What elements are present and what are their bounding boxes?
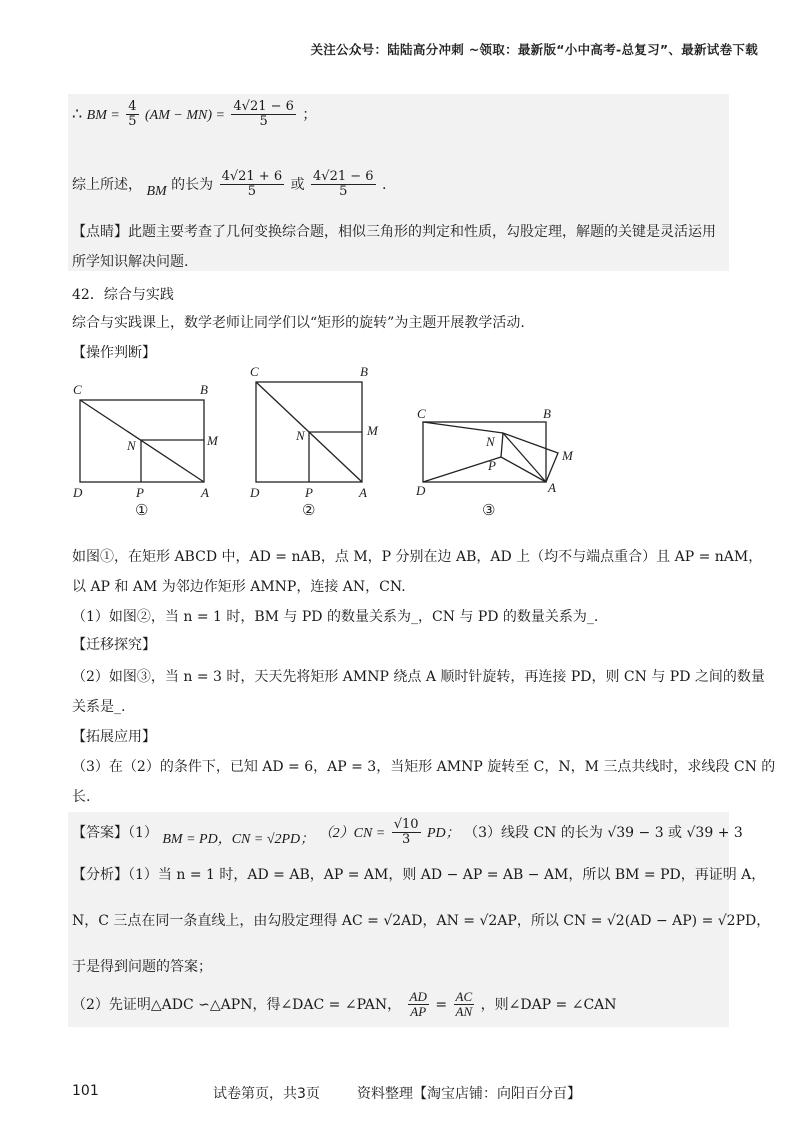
fig1-label: ① — [135, 503, 149, 519]
question-2-line1: （2）如图③，当 n = 3 时，天天先将矩形 AMNP 绕点 A 顺时针旋转，再连接 PD，则 CN 与 PD 之间的数量 — [72, 669, 765, 685]
answer-line: 【答案】（1） BM = PD，CN = √2PD； （2）CN = $\frac{√10}{3}$ PD； （3）线段 CN 的长为 √39 − 3 或 √39 + 3 — [72, 817, 743, 848]
summary-line: 综上所述， BM 的长为 $\frac{4√21 + 6}{5}$ 或 $\frac{4√21 - 6}{5}$ . — [72, 169, 387, 200]
fig3-p: P — [488, 458, 496, 473]
para1-line2: 以 AP 和 AM 为邻边作矩形 AMNP，连接 AN，CN. — [72, 579, 406, 595]
analysis-line-4: （2）先证明△ADC ∽△APN，得∠DAC = ∠PAN， $\frac{AD}{AP}$ = $\frac{AC}{AN}$ ，则∠DAP = ∠CAN — [72, 989, 617, 1020]
question-1: （1）如图②，当 n = 1 时，BM 与 PD 的数量关系为_，CN 与 PD 的数量关系为_. — [72, 609, 599, 625]
fig2-p: P — [305, 485, 313, 500]
fig1-b: B — [200, 382, 208, 397]
fig1-p: P — [136, 485, 144, 500]
fig1-n: N — [127, 438, 136, 453]
figure-3 — [423, 422, 558, 482]
analysis-line-3: 于是得到问题的答案； — [72, 959, 212, 975]
analysis-line-1: 【分析】（1）当 n = 1 时，AD = AB，AP = AM，则 AD − AP = AB − AM，所以 BM = PD，再证明 A， — [72, 867, 766, 883]
footer-source: 资料整理【淘宝店铺：向阳百分百】 — [357, 1086, 581, 1102]
fig2-b: B — [360, 364, 368, 379]
figure-1 — [80, 400, 204, 482]
fig2-label: ② — [302, 503, 316, 519]
fig2-c: C — [250, 364, 259, 379]
fig2-m: M — [367, 423, 378, 438]
fig3-m: M — [562, 448, 573, 463]
fig3-line-cn — [423, 422, 503, 433]
question-2-line2: 关系是_. — [72, 699, 126, 715]
fig1-line-ca — [80, 400, 204, 482]
fig1-d: D — [73, 485, 83, 500]
fig1-a: A — [201, 485, 209, 500]
fig2-n: N — [296, 428, 305, 443]
fig3-a: A — [548, 480, 556, 495]
para1-line1: 如图①，在矩形 ABCD 中，AD = nAB，点 M，P 分别在边 AB，AD 上（均不与端点重合）且 AP = nAM， — [72, 549, 763, 565]
section-extend: 【拓展应用】 — [72, 729, 156, 745]
question-3-line2: 长. — [72, 789, 91, 805]
comment-line-2: 所学知识解决问题. — [72, 254, 189, 270]
fig3-b: B — [543, 406, 551, 421]
figures — [0, 362, 800, 522]
page-header: 关注公众号：陆陆高分冲刺 ~领取：最新版“小中高考-总复习”、最新试卷下载 — [310, 42, 758, 57]
question-3-line1: （3）在（2）的条件下，已知 AD = 6，AP = 3，当矩形 AMNP 旋转至 C，N，M 三点共线时，求线段 CN 的 — [72, 759, 776, 775]
section-operate: 【操作判断】 — [72, 345, 156, 361]
problem-number: 42．综合与实践 — [72, 287, 174, 303]
fig2-d: D — [250, 485, 260, 500]
comment-line-1: 【点睛】此题主要考查了几何变换综合题，相似三角形的判定和性质，勾股定理，解题的关键是灵活运用 — [72, 224, 716, 240]
fig1-m: M — [207, 433, 218, 448]
analysis-line-2: N，C 三点在同一条直线上，由勾股定理得 AC = √2AD，AN = √2AP，所以 CN = √2(AD − AP) = √2PD， — [72, 913, 771, 929]
figure-2 — [256, 382, 362, 482]
fig1-c: C — [73, 382, 82, 397]
fig3-c: C — [417, 406, 426, 421]
fig3-d: D — [416, 483, 426, 498]
section-transfer: 【迁移探究】 — [72, 637, 156, 653]
fig3-n: N — [486, 434, 495, 449]
problem-intro: 综合与实践课上，数学老师让同学们以“矩形的旋转”为主题开展教学活动. — [72, 315, 525, 331]
footer-page-info: 试卷第页，共3页 — [213, 1086, 320, 1102]
therefore-line: ∴ BM = $\frac{4}{5}$ (AM − MN) = $\frac{4√21 - 6}{5}$ ； — [72, 99, 317, 130]
page-number: 101 — [72, 1083, 99, 1099]
fig3-label: ③ — [482, 503, 496, 519]
fig2-a: A — [359, 485, 367, 500]
